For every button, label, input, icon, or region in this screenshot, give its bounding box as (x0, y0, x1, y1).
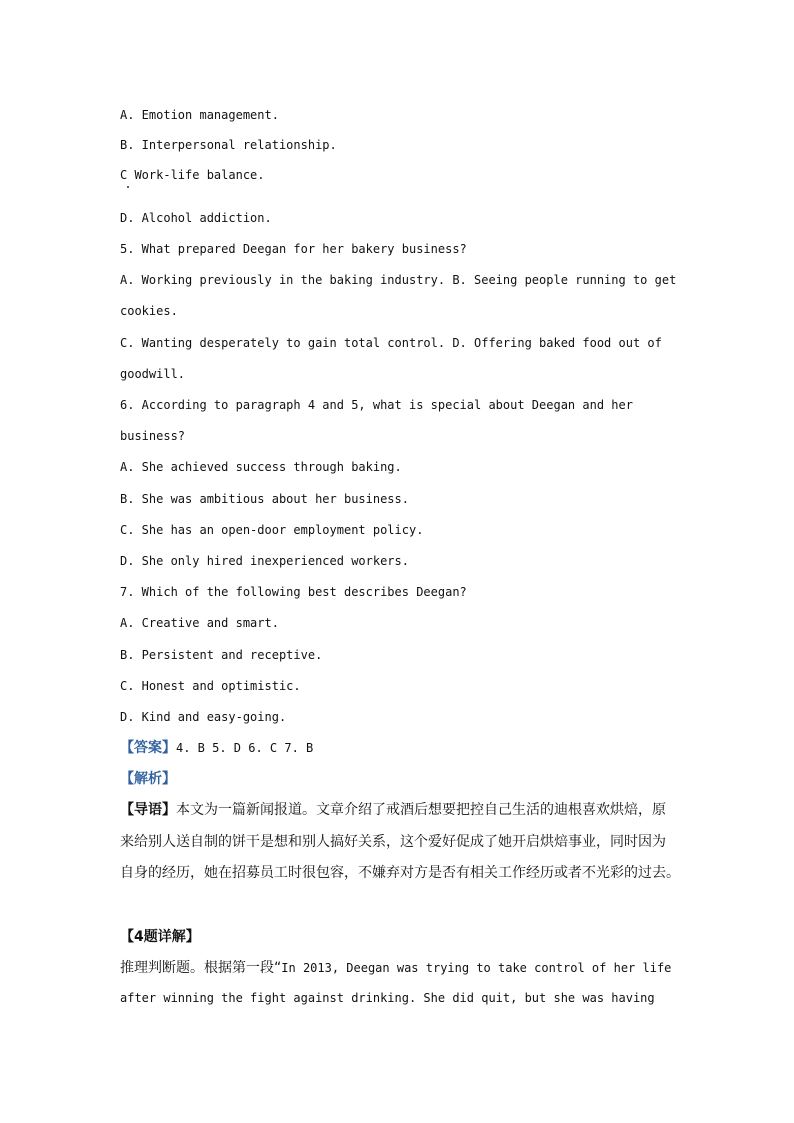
guide-line-1 (120, 799, 666, 819)
detail4-text-en: In 2013, Deegan was trying to take control of her life (281, 961, 672, 975)
q7-stem: 7. Which of the following best describes Deegan? (120, 585, 467, 599)
q4-option-b: B. Interpersonal relationship. (120, 138, 337, 152)
q5-options-cd-cont: goodwill. (120, 367, 186, 381)
q6-option-a: A. She achieved success through baking. (120, 460, 402, 474)
q6-option-d: D. She only hired inexperienced workers. (120, 554, 409, 568)
analysis-label: 【解析】 (120, 771, 176, 787)
stray-dot (127, 186, 129, 188)
q5-options-cd: C. Wanting desperately to gain total control. D. Offering baked food out of (120, 336, 662, 350)
q7-option-a: A. Creative and smart. (120, 616, 279, 630)
q4-option-d: D. Alcohol addiction. (120, 211, 272, 225)
detail4-line-2: after winning the fight against drinking. She did quit, but she was having (120, 991, 655, 1005)
q6-stem-cont: business? (120, 429, 186, 443)
guide-label: 【导语】 (120, 802, 176, 818)
q6-option-c: C. She has an open-door employment policy. (120, 523, 424, 537)
answer-line (120, 737, 313, 757)
answer-values: 4. B 5. D 6. C 7. B (176, 741, 314, 755)
q5-options-ab-cont: cookies. (120, 304, 178, 318)
detail4-text-cn: 推理判断题。根据第一段“ (120, 960, 282, 976)
guide-text-1: 本文为一篇新闻报道。文章介绍了戒酒后想要把控自己生活的迪根喜欢烘焙，原 (176, 802, 666, 818)
q4-option-c: C Work-life balance. (120, 168, 265, 182)
q7-option-d: D. Kind and easy-going. (120, 710, 287, 724)
q7-option-c: C. Honest and optimistic. (120, 679, 301, 693)
guide-line-3: 自身的经历，她在招募员工时很包容，不嫌弃对方是否有相关工作经历或者不光彩的过去。 (120, 865, 680, 881)
analysis-heading (120, 768, 176, 788)
detail4-heading: 【4题详解】 (120, 929, 200, 945)
guide-line-2: 来给别人送自制的饼干是想和别人搞好关系，这个爱好促成了她开启烘焙事业，同时因为 (120, 834, 666, 850)
q6-stem: 6. According to paragraph 4 and 5, what is special about Deegan and her (120, 398, 633, 412)
q5-stem: 5. What prepared Deegan for her bakery business? (120, 242, 467, 256)
detail4-line-1 (120, 957, 671, 977)
q6-option-b: B. She was ambitious about her business. (120, 492, 409, 506)
answer-label: 【答案】 (120, 740, 176, 756)
q7-option-b: B. Persistent and receptive. (120, 648, 323, 662)
q4-option-a: A. Emotion management. (120, 108, 279, 122)
q5-options-ab: A. Working previously in the baking industry. B. Seeing people running to get (120, 273, 677, 287)
